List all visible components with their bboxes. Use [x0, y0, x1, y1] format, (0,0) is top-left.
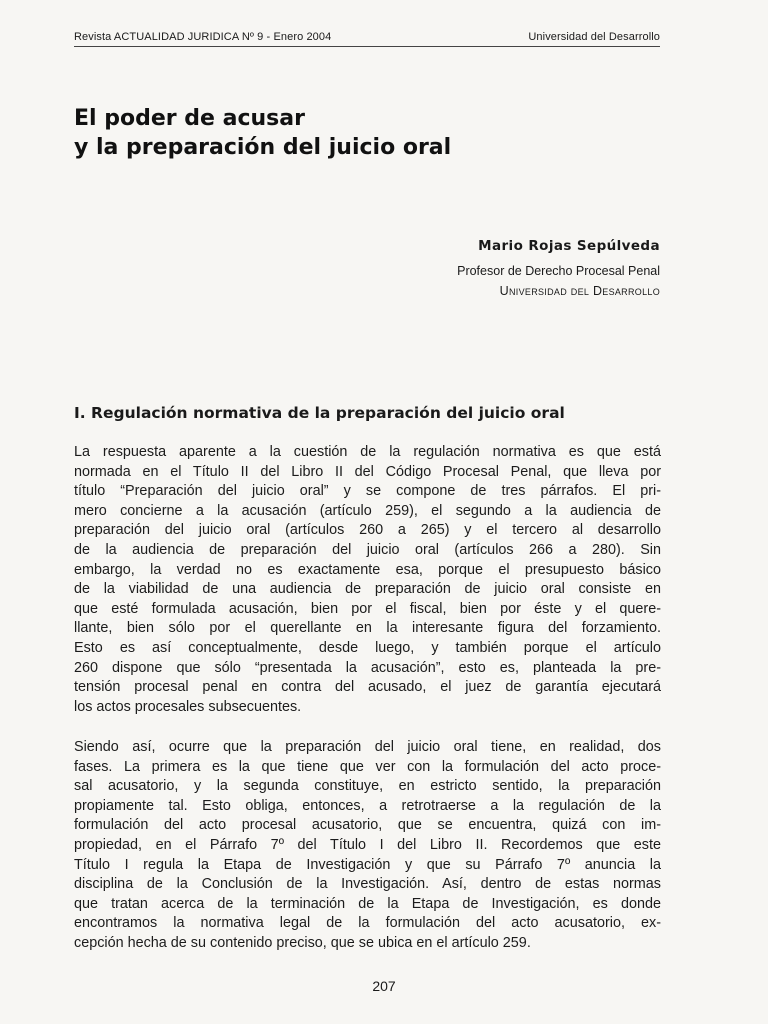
paragraph-line: encontramos la normativa legal de la formulación del acto acusatorio, ex- [74, 915, 661, 932]
paragraph-line: propiamente tal. Esto obliga, entonces, a retrotraerse a la regulación de la [74, 797, 661, 814]
author-institution: Universidad del Desarrollo [499, 284, 660, 298]
paragraph-2 [74, 738, 661, 954]
paragraph-line: formulación del acto procesal acusatorio, que se encuentra, quizá con im- [74, 817, 661, 834]
paragraph-line: llante, bien sólo por el querellante en la interesante figura del forzamiento. [74, 620, 661, 637]
paragraph-line: título “Preparación del juicio oral” y se compone de tres párrafos. El pri- [74, 483, 661, 500]
journal-title: Revista ACTUALIDAD JURIDICA Nº 9 - Enero 2004 [74, 31, 332, 43]
paragraph-line: que tratan acerca de la terminación de la Etapa de Investigación, es donde [74, 895, 661, 912]
article-title-line-2: y la preparación del juicio oral [74, 135, 452, 160]
author-block [457, 236, 660, 300]
page-number: 207 [372, 978, 396, 994]
paragraph-line: cepción hecha de su contenido preciso, que se ubica en el artículo 259. [74, 934, 531, 951]
paragraph-line: preparación del juicio oral (artículos 260 a 265) y el tercero al desarrollo [74, 522, 661, 539]
paragraph-line: Esto es así conceptualmente, desde luego, y también porque el artículo [74, 639, 661, 656]
section-heading: I. Regulación normativa de la preparación del juicio oral [74, 404, 565, 422]
paragraph-line: los actos procesales subsecuentes. [74, 698, 302, 715]
paragraph-line: Siendo así, ocurre que la preparación del juicio oral tiene, en realidad, dos [74, 739, 661, 755]
paragraph-line: fases. La primera es la que tiene que ver con la formulación del acto proce- [74, 758, 661, 775]
article-title-line-1: El poder de acusar [74, 106, 305, 131]
paragraph-line: tensión procesal penal en contra del acusado, el juez de garantía ejecutará [74, 679, 661, 696]
article-title [74, 104, 451, 162]
author-role: Profesor de Derecho Procesal Penal [457, 264, 660, 278]
paragraph-line: que esté formulada acusación, bien por el fiscal, bien por éste y el quere- [74, 600, 661, 617]
paragraph-line: disciplina de la Conclusión de la Investigación. Así, dentro de estas normas [74, 876, 661, 893]
paragraph-line: normada en el Título II del Libro II del Código Procesal Penal, que lleva por [74, 463, 661, 480]
paragraph-line: sal acusatorio, y la segunda constituye, en estricto sentido, la preparación [74, 778, 661, 795]
paragraph-line: propiedad, en el Párrafo 7º del Título I del Libro II. Recordemos que este [74, 836, 661, 853]
paragraph-line: Título I regula la Etapa de Investigación y que su Párrafo 7º anuncia la [74, 856, 661, 873]
paragraph-line: 260 dispone que sólo “presentada la acusación”, esto es, planteada la pre- [74, 659, 661, 676]
author-name: Mario Rojas Sepúlveda [478, 238, 660, 254]
paragraph-line: embargo, la verdad no es exactamente esa, porque el presupuesto básico [74, 561, 661, 578]
paragraph-line: mero concierne a la acusación (artículo 259), el segundo a la audiencia de [74, 502, 661, 519]
paragraph-1 [74, 443, 661, 717]
paragraph-line: La respuesta aparente a la cuestión de la regulación normativa es que está [74, 444, 661, 460]
university-name: Universidad del Desarrollo [528, 31, 660, 43]
running-header [74, 28, 660, 47]
paragraph-line: de la audiencia de preparación del juicio oral (artículos 266 a 280). Sin [74, 541, 661, 558]
paragraph-line: de la viabilidad de una audiencia de preparación de juicio oral consiste en [74, 581, 661, 598]
